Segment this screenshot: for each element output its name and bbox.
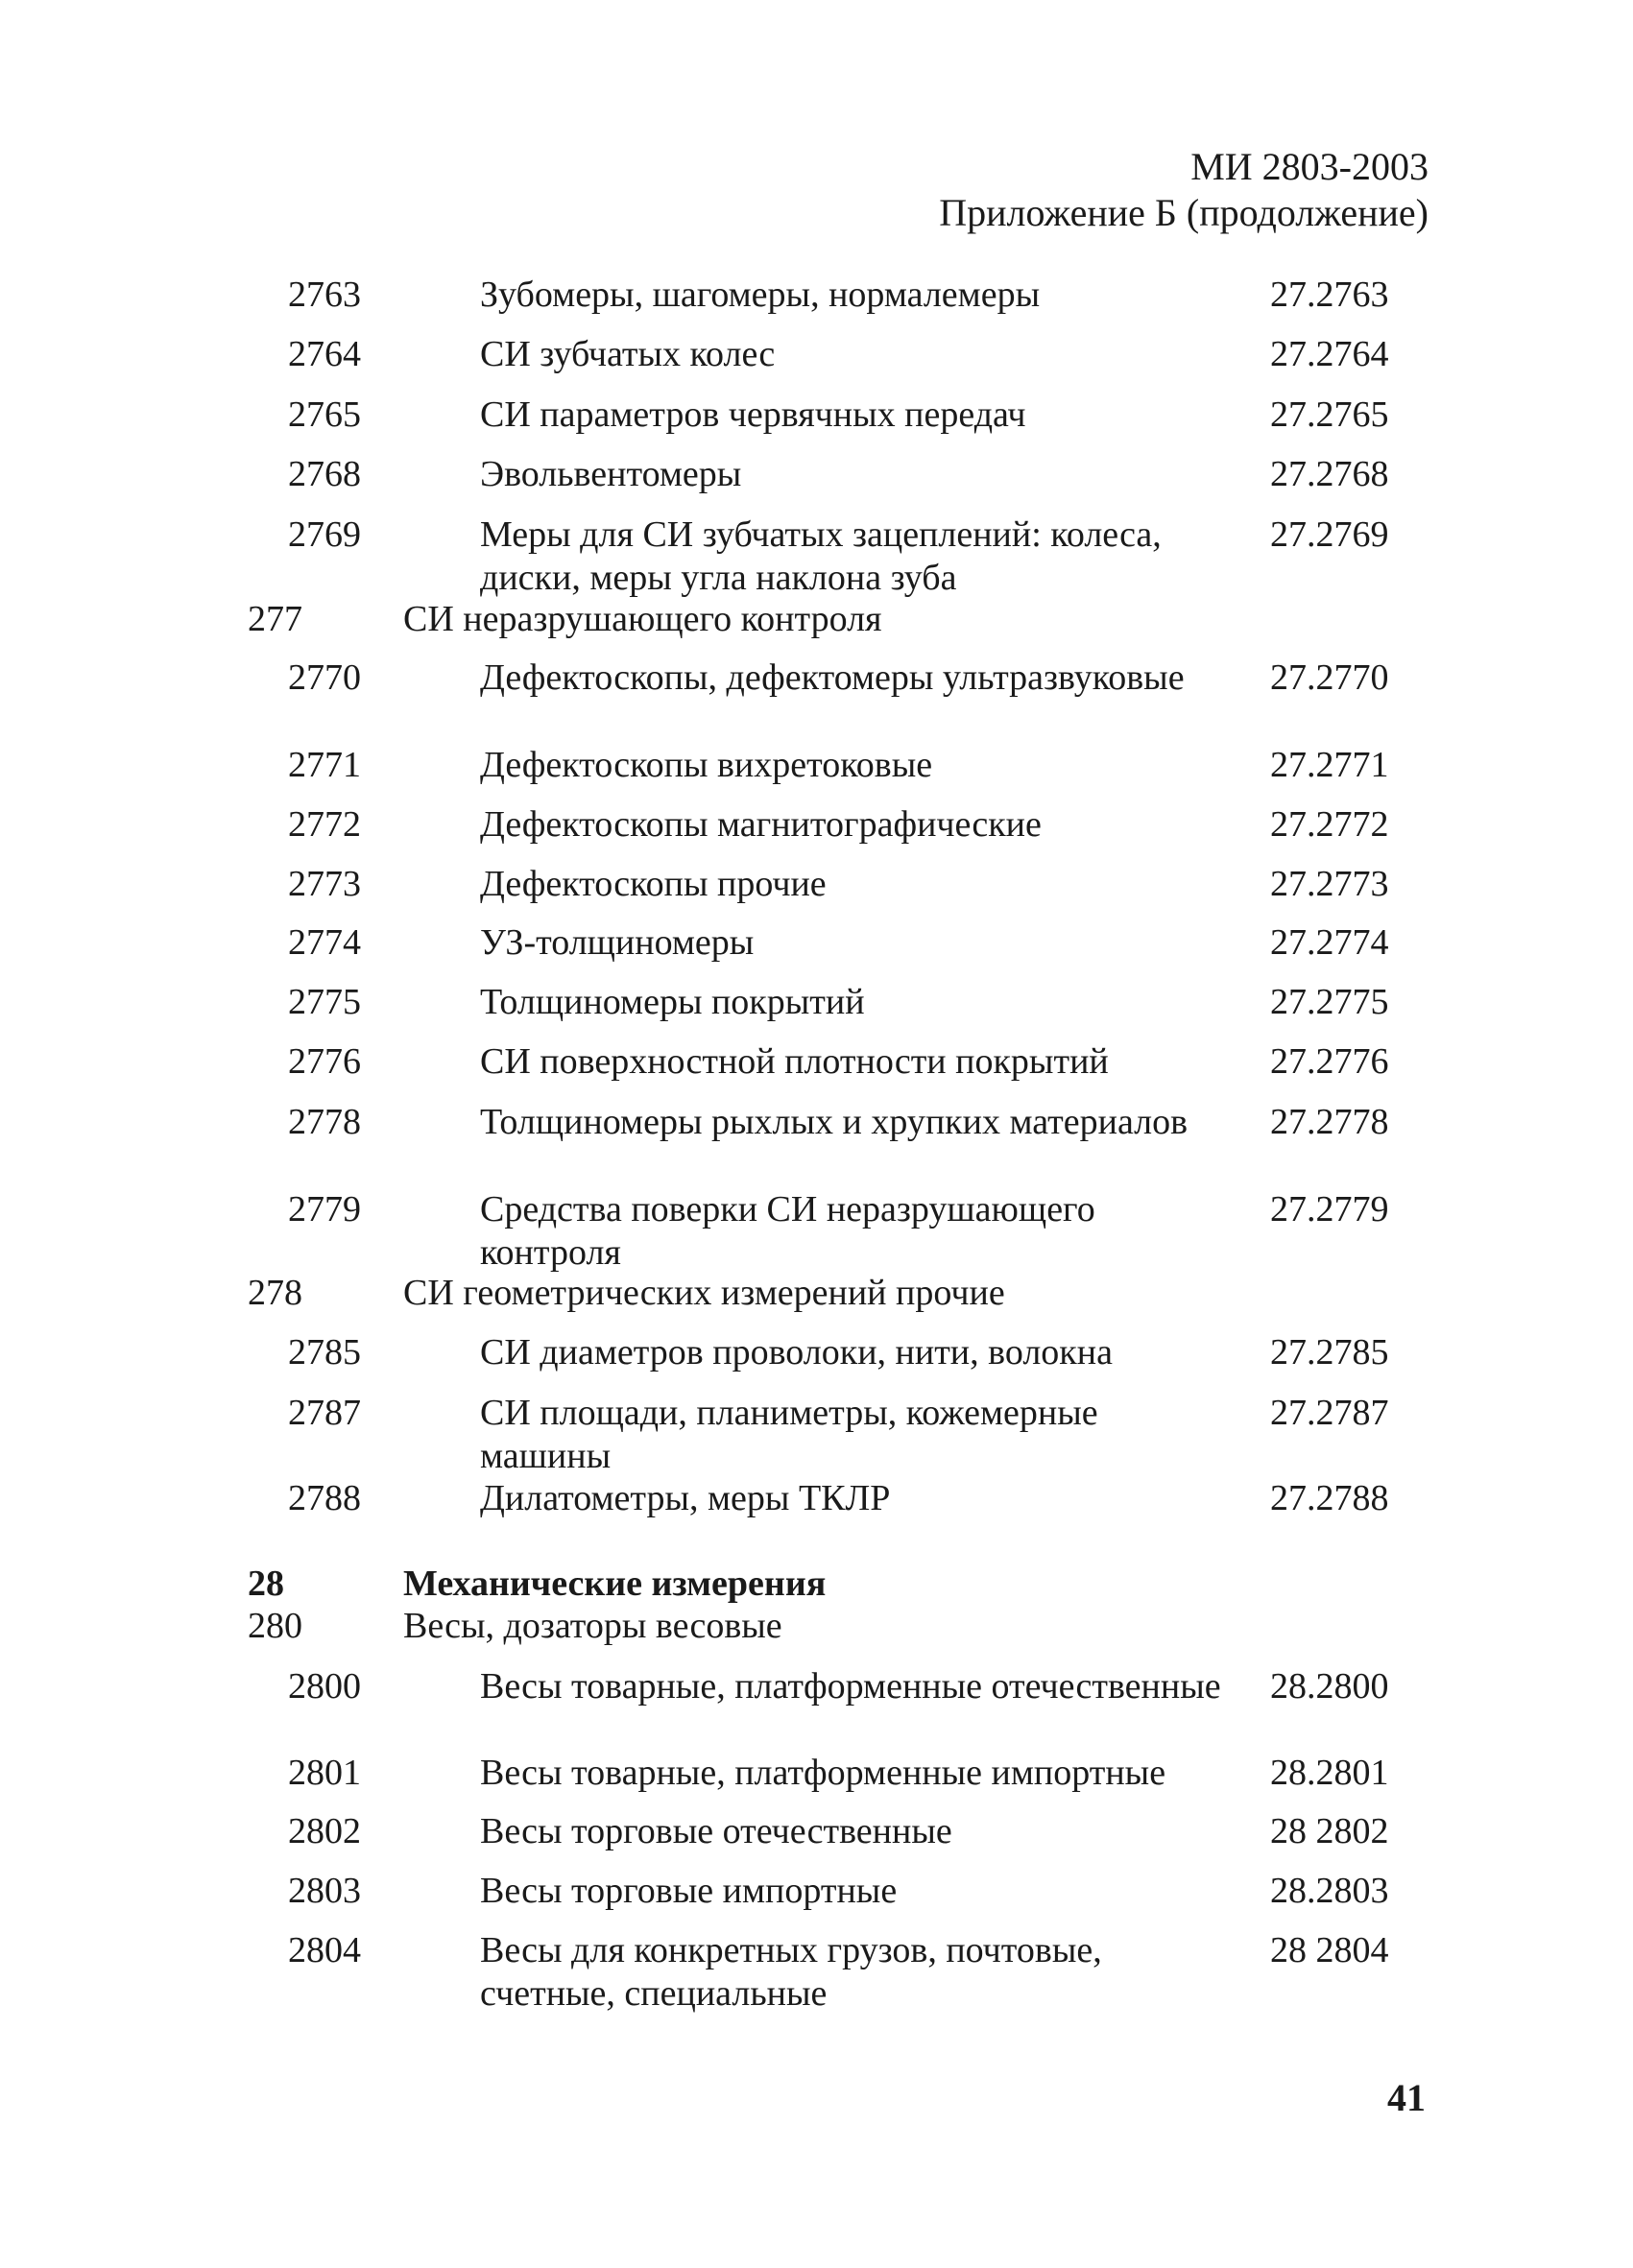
row-reference-code: 27.2773 [1270,864,1389,904]
row-code: 278 [248,1273,302,1313]
row-reference-code: 27.2785 [1270,1332,1389,1373]
row-name: Меры для СИ зубчатых зацеплений: колеса, диски, меры угла наклона зуба [480,514,1162,598]
row-code: 2773 [288,864,361,904]
row-code: 277 [248,599,302,639]
row-name: СИ диаметров проволоки, нити, волокна [480,1332,1113,1373]
row-name: Толщиномеры рыхлых и хрупких материалов [480,1102,1189,1142]
row-name: УЗ-толщиномеры [480,922,755,963]
row-name: Весы торговые импортные [480,1871,898,1911]
row-name: Зубомеры, шагомеры, нормалемеры [480,275,1041,315]
row-code: 2770 [288,657,361,698]
row-reference-code: 28.2801 [1270,1753,1389,1793]
row-reference-code: 27.2772 [1270,804,1389,845]
row-code: 2800 [288,1666,361,1707]
row-code: 2776 [288,1041,361,1082]
row-name: СИ поверхностной плотности покрытий [480,1041,1109,1082]
row-reference-code: 28.2800 [1270,1666,1389,1707]
row-code: 2779 [288,1189,361,1229]
appendix-label: Приложение Б (продолжение) [939,191,1429,234]
row-code: 2804 [288,1930,361,1970]
row-name: Дефектоскопы вихретоковые [480,745,933,785]
row-name: Дилатометры, меры ТКЛР [480,1478,891,1518]
row-name: Весы для конкретных грузов, почтовые, счетные, специальные [480,1930,1102,2014]
row-reference-code: 27.2771 [1270,745,1389,785]
row-reference-code: 27.2768 [1270,454,1389,494]
row-code: 2787 [288,1393,361,1433]
row-code: 2778 [288,1102,361,1142]
row-reference-code: 27.2763 [1270,275,1389,315]
row-name: Весы торговые отечественные [480,1811,952,1851]
row-reference-code: 27.2764 [1270,334,1389,374]
row-name: СИ площади, планиметры, кожемерные машины [480,1393,1098,1476]
row-name: Средства поверки СИ неразрушающего контроля [480,1189,1095,1273]
row-reference-code: 27.2779 [1270,1189,1389,1229]
row-reference-code: 27.2788 [1270,1478,1389,1518]
row-code: 2768 [288,454,361,494]
row-code: 2801 [288,1753,361,1793]
row-code: 2802 [288,1811,361,1851]
row-reference-code: 27.2774 [1270,922,1389,963]
row-code: 28 [248,1564,284,1604]
row-code: 2764 [288,334,361,374]
row-name: Дефектоскопы прочие [480,864,827,904]
row-code: 2803 [288,1871,361,1911]
row-code: 2785 [288,1332,361,1373]
row-code: 2769 [288,514,361,555]
row-name: Толщиномеры покрытий [480,982,865,1022]
row-reference-code: 27.2765 [1270,394,1389,435]
row-code: 2775 [288,982,361,1022]
row-name: СИ неразрушающего контроля [403,599,882,639]
row-name: Механические измерения [403,1564,827,1604]
row-reference-code: 28.2803 [1270,1871,1389,1911]
row-code: 2772 [288,804,361,845]
row-reference-code: 27.2776 [1270,1041,1389,1082]
row-name: СИ геометрических измерений прочие [403,1273,1005,1313]
row-name: Весы, дозаторы весовые [403,1606,782,1646]
row-reference-code: 28 2804 [1270,1930,1389,1970]
row-reference-code: 27.2775 [1270,982,1389,1022]
row-name: СИ параметров червячных передач [480,394,1026,435]
row-code: 2788 [288,1478,361,1518]
row-reference-code: 28 2802 [1270,1811,1389,1851]
row-reference-code: 27.2778 [1270,1102,1389,1142]
row-name: Дефектоскопы магнитографические [480,804,1042,845]
row-code: 2765 [288,394,361,435]
row-reference-code: 27.2787 [1270,1393,1389,1433]
row-name: Дефектоскопы, дефектомеры ультразвуковые [480,657,1185,698]
row-name: Эвольвентомеры [480,454,742,494]
row-code: 280 [248,1606,302,1646]
row-reference-code: 27.2769 [1270,514,1389,555]
row-code: 2763 [288,275,361,315]
row-reference-code: 27.2770 [1270,657,1389,698]
document-code: МИ 2803-2003 [1190,145,1429,188]
row-name: Весы товарные, платформенные импортные [480,1753,1166,1793]
row-code: 2774 [288,922,361,963]
row-code: 2771 [288,745,361,785]
page-number: 41 [1387,2076,1426,2119]
row-name: СИ зубчатых колес [480,334,776,374]
row-name: Весы товарные, платформенные отечественные [480,1666,1221,1707]
